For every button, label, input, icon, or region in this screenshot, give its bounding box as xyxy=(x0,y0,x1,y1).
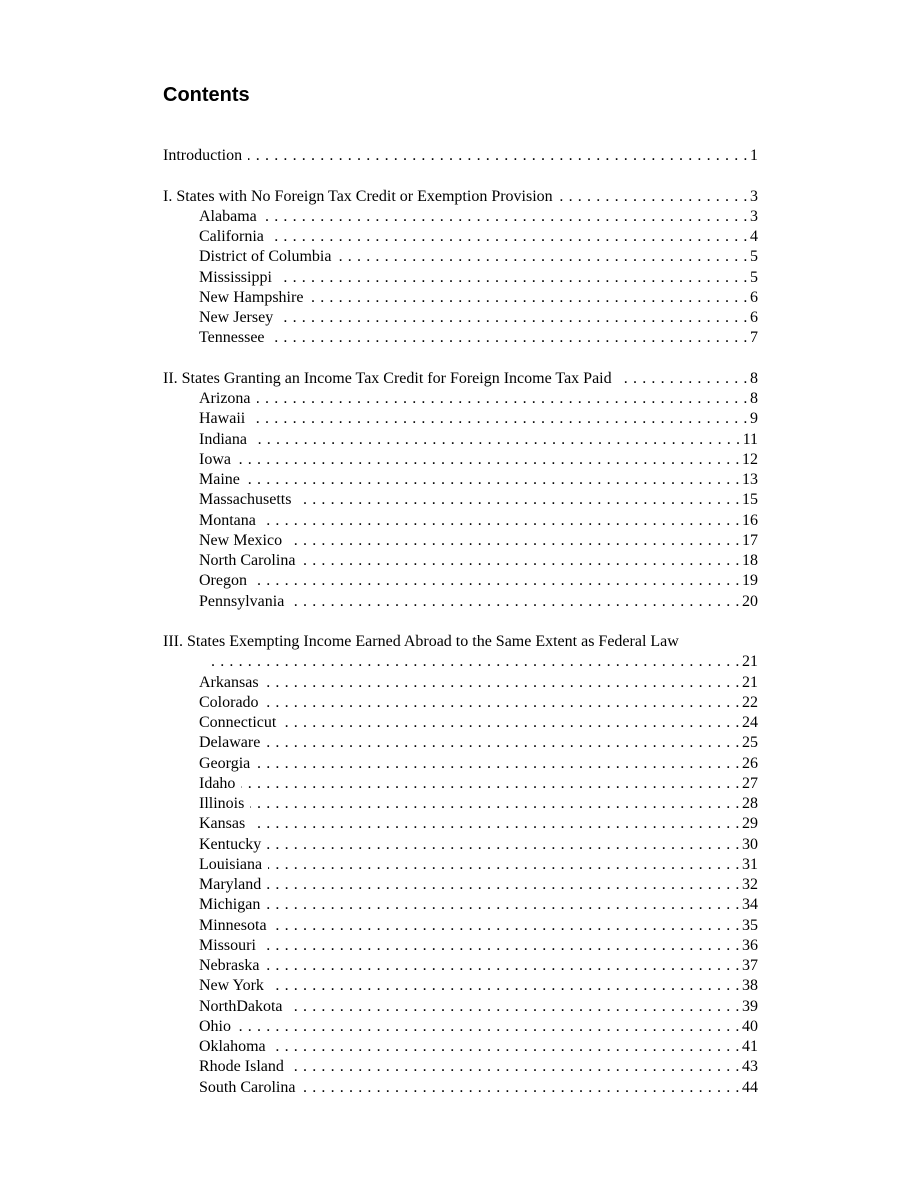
dot-leader xyxy=(251,409,748,429)
toc-entry-page: 28 xyxy=(742,795,758,812)
dot-leader xyxy=(271,328,748,348)
toc-entry-page: 25 xyxy=(742,734,758,752)
toc-entry[interactable] xyxy=(163,1078,758,1098)
toc-entry-page: 6 xyxy=(750,288,758,306)
toc-entry-label: NorthDakota xyxy=(199,997,283,1015)
toc-entry-label: Kansas xyxy=(199,815,246,833)
dot-leader xyxy=(301,551,740,571)
toc-entry-page: 40 xyxy=(742,1017,758,1035)
toc-entry-page: 5 xyxy=(750,248,758,266)
toc-section-page: 21 xyxy=(742,653,758,671)
dot-leader xyxy=(207,652,740,672)
toc-entry[interactable] xyxy=(163,470,758,490)
toc-entry-label: Ohio xyxy=(199,1017,231,1035)
dot-leader xyxy=(309,288,748,308)
dot-leader xyxy=(248,146,748,166)
dot-leader xyxy=(270,227,748,247)
toc-entry-label: Colorado xyxy=(199,693,259,711)
spacer xyxy=(163,166,758,186)
toc-entry-page: 16 xyxy=(742,511,758,529)
spacer xyxy=(163,612,758,632)
dot-leader xyxy=(290,592,740,612)
toc-entry-page: 32 xyxy=(742,876,758,893)
dot-leader xyxy=(253,430,741,450)
dot-leader xyxy=(278,268,748,288)
dot-leader xyxy=(257,389,748,409)
toc-entry-label: Maine xyxy=(199,471,240,488)
toc-entry-page: 13 xyxy=(742,471,758,488)
toc-entry[interactable] xyxy=(163,247,758,267)
toc-entry-introduction[interactable] xyxy=(163,146,758,166)
toc-entry[interactable] xyxy=(163,592,758,612)
toc-entry-page: 12 xyxy=(742,450,758,468)
dot-leader xyxy=(266,895,740,915)
toc-entry[interactable] xyxy=(163,997,758,1017)
dot-leader xyxy=(297,490,740,510)
dot-leader xyxy=(263,207,748,227)
dot-leader xyxy=(237,450,740,470)
toc-entry[interactable] xyxy=(163,673,758,693)
toc-section-3[interactable] xyxy=(163,652,758,672)
toc-entry-label: Indiana xyxy=(199,430,247,448)
toc-entry-label: Idaho xyxy=(199,774,236,792)
dot-leader xyxy=(262,936,740,956)
toc-entry-page: 15 xyxy=(742,491,758,509)
toc-entry[interactable] xyxy=(163,916,758,936)
table-of-contents xyxy=(163,146,758,1098)
toc-entry-label: Iowa xyxy=(199,450,231,468)
dot-leader xyxy=(265,956,740,976)
toc-entry[interactable] xyxy=(163,733,758,753)
toc-entry[interactable] xyxy=(163,268,758,288)
toc-entry-label: Missouri xyxy=(199,936,256,954)
toc-entry-page: 6 xyxy=(750,309,758,326)
dot-leader xyxy=(267,875,740,895)
toc-entry[interactable] xyxy=(163,774,758,794)
toc-entry-page: 3 xyxy=(750,207,758,225)
toc-entry-label: Georgia xyxy=(199,754,251,772)
dot-leader xyxy=(279,308,748,328)
toc-entry-page: 17 xyxy=(742,531,758,549)
toc-entry-page: 34 xyxy=(742,896,758,914)
toc-entry-label: Delaware xyxy=(199,734,261,752)
dot-leader xyxy=(251,814,740,834)
toc-entry-page: 9 xyxy=(750,410,758,428)
toc-entry[interactable] xyxy=(163,1057,758,1077)
toc-entry-label: Montana xyxy=(199,511,256,529)
toc-entry-label: New York xyxy=(199,977,264,995)
dot-leader xyxy=(559,187,748,207)
toc-entry-page: 30 xyxy=(742,835,758,853)
toc-entry-page: 29 xyxy=(742,815,758,833)
toc-entry[interactable] xyxy=(163,531,758,551)
toc-entry[interactable] xyxy=(163,875,758,895)
toc-entry[interactable] xyxy=(163,308,758,328)
toc-section-2[interactable] xyxy=(163,369,758,389)
toc-entry-label: Michigan xyxy=(199,896,261,914)
dot-leader xyxy=(282,713,740,733)
toc-section-title: I. States with No Foreign Tax Credit or Exemption Provision xyxy=(163,187,553,205)
toc-entry-page: 21 xyxy=(742,673,758,691)
toc-entry[interactable] xyxy=(163,976,758,996)
toc-entry-label: New Hampshire xyxy=(199,288,304,306)
toc-entry-label: South Carolina xyxy=(199,1078,296,1096)
dot-leader xyxy=(250,794,740,814)
toc-entry-label: District of Columbia xyxy=(199,248,332,266)
toc-entry[interactable] xyxy=(163,490,758,510)
toc-entry-page: 35 xyxy=(742,916,758,934)
toc-entry[interactable] xyxy=(163,227,758,247)
toc-entry[interactable] xyxy=(163,855,758,875)
toc-entry[interactable] xyxy=(163,895,758,915)
toc-section-3-title[interactable]: III. States Exempting Income Earned Abroad to the Same Extent as Federal Law xyxy=(163,633,679,650)
toc-entry-page: 24 xyxy=(742,714,758,731)
toc-entry-page: 43 xyxy=(742,1058,758,1076)
dot-leader xyxy=(265,673,740,693)
dot-leader xyxy=(266,733,740,753)
toc-entry[interactable] xyxy=(163,328,758,348)
dot-leader xyxy=(262,511,740,531)
toc-entry[interactable] xyxy=(163,754,758,774)
toc-entry[interactable] xyxy=(163,409,758,429)
toc-entry-page: 18 xyxy=(742,552,758,569)
toc-entry-label: Pennsylvania xyxy=(199,592,285,610)
toc-entry-label: Minnesota xyxy=(199,916,267,934)
toc-section-title: II. States Granting an Income Tax Credit for Foreign Income Tax Paid xyxy=(163,369,612,387)
toc-entry[interactable] xyxy=(163,207,758,227)
toc-entry-page: 11 xyxy=(742,430,758,448)
toc-entry-label: Connecticut xyxy=(199,714,277,731)
dot-leader xyxy=(253,571,740,591)
toc-entry[interactable] xyxy=(163,389,758,409)
toc-entry-page: 22 xyxy=(742,693,758,711)
toc-entry-label: Mississippi xyxy=(199,268,272,286)
spacer xyxy=(163,349,758,369)
toc-entry-label: Arkansas xyxy=(199,673,259,691)
toc-entry-page: 4 xyxy=(750,228,758,245)
toc-entry-label: Arizona xyxy=(199,390,251,407)
toc-entry-label: Oregon xyxy=(199,572,247,590)
toc-entry-page: 1 xyxy=(750,147,758,164)
dot-leader xyxy=(237,1017,740,1037)
toc-entry[interactable] xyxy=(163,814,758,834)
toc-entry[interactable] xyxy=(163,835,758,855)
toc-entry-page: 37 xyxy=(742,957,758,974)
toc-entry-label: Maryland xyxy=(199,876,262,893)
toc-entry-label: New Jersey xyxy=(199,309,274,326)
toc-entry[interactable] xyxy=(163,430,758,450)
toc-entry-label: California xyxy=(199,228,264,245)
toc-entry-label: Alabama xyxy=(199,207,257,225)
toc-entry[interactable] xyxy=(163,1017,758,1037)
dot-leader xyxy=(288,531,740,551)
toc-entry-page: 26 xyxy=(742,754,758,772)
toc-entry[interactable] xyxy=(163,936,758,956)
toc-section-page: 8 xyxy=(750,369,758,387)
toc-entry[interactable] xyxy=(163,713,758,733)
toc-entry-label: New Mexico xyxy=(199,531,283,549)
toc-entry-label: North Carolina xyxy=(199,552,296,569)
toc-entry-label: Illinois xyxy=(199,795,245,812)
toc-entry[interactable] xyxy=(163,1037,758,1057)
toc-entry-page: 38 xyxy=(742,977,758,995)
toc-entry-page: 41 xyxy=(742,1038,758,1055)
toc-entry-label: Rhode Island xyxy=(199,1058,284,1076)
toc-entry-label: Kentucky xyxy=(199,835,262,853)
dot-leader xyxy=(337,247,748,267)
toc-entry-page: 27 xyxy=(742,774,758,792)
toc-entry[interactable] xyxy=(163,571,758,591)
toc-entry[interactable] xyxy=(163,693,758,713)
toc-entry-label: Introduction xyxy=(163,147,243,164)
toc-entry-label: Massachusetts xyxy=(199,491,292,509)
dot-leader xyxy=(289,997,740,1017)
toc-entry[interactable] xyxy=(163,794,758,814)
toc-entry-page: 20 xyxy=(742,592,758,610)
dot-leader xyxy=(267,835,740,855)
toc-entry-page: 39 xyxy=(742,997,758,1015)
dot-leader xyxy=(301,1078,740,1098)
toc-entry[interactable] xyxy=(163,551,758,571)
toc-entry-page: 8 xyxy=(750,390,758,407)
dot-leader xyxy=(241,774,740,794)
toc-entry-page: 19 xyxy=(742,572,758,590)
dot-leader xyxy=(246,470,740,490)
toc-entry-page: 5 xyxy=(750,268,758,286)
toc-entry[interactable] xyxy=(163,450,758,470)
toc-entry-label: Tennessee xyxy=(199,329,265,347)
dot-leader xyxy=(270,976,740,996)
toc-entry[interactable] xyxy=(163,288,758,308)
toc-entry[interactable] xyxy=(163,956,758,976)
dot-leader xyxy=(268,855,740,875)
toc-entry-label: Oklahoma xyxy=(199,1038,266,1055)
dot-leader xyxy=(618,369,748,389)
toc-entry-page: 7 xyxy=(750,329,758,347)
toc-entry[interactable] xyxy=(163,511,758,531)
toc-entry-page: 36 xyxy=(742,936,758,954)
toc-entry-page: 44 xyxy=(742,1078,758,1096)
toc-entry-label: Nebraska xyxy=(199,957,260,974)
toc-entry-label: Louisiana xyxy=(199,855,263,873)
dot-leader xyxy=(265,693,740,713)
page-title: Contents xyxy=(163,84,250,106)
toc-entry-page: 31 xyxy=(742,855,758,873)
dot-leader xyxy=(272,1037,740,1057)
dot-leader xyxy=(273,916,740,936)
dot-leader xyxy=(256,754,740,774)
toc-section-page: 3 xyxy=(750,187,758,205)
toc-entry-label: Hawaii xyxy=(199,410,246,428)
dot-leader xyxy=(290,1057,740,1077)
toc-section-1[interactable] xyxy=(163,187,758,207)
